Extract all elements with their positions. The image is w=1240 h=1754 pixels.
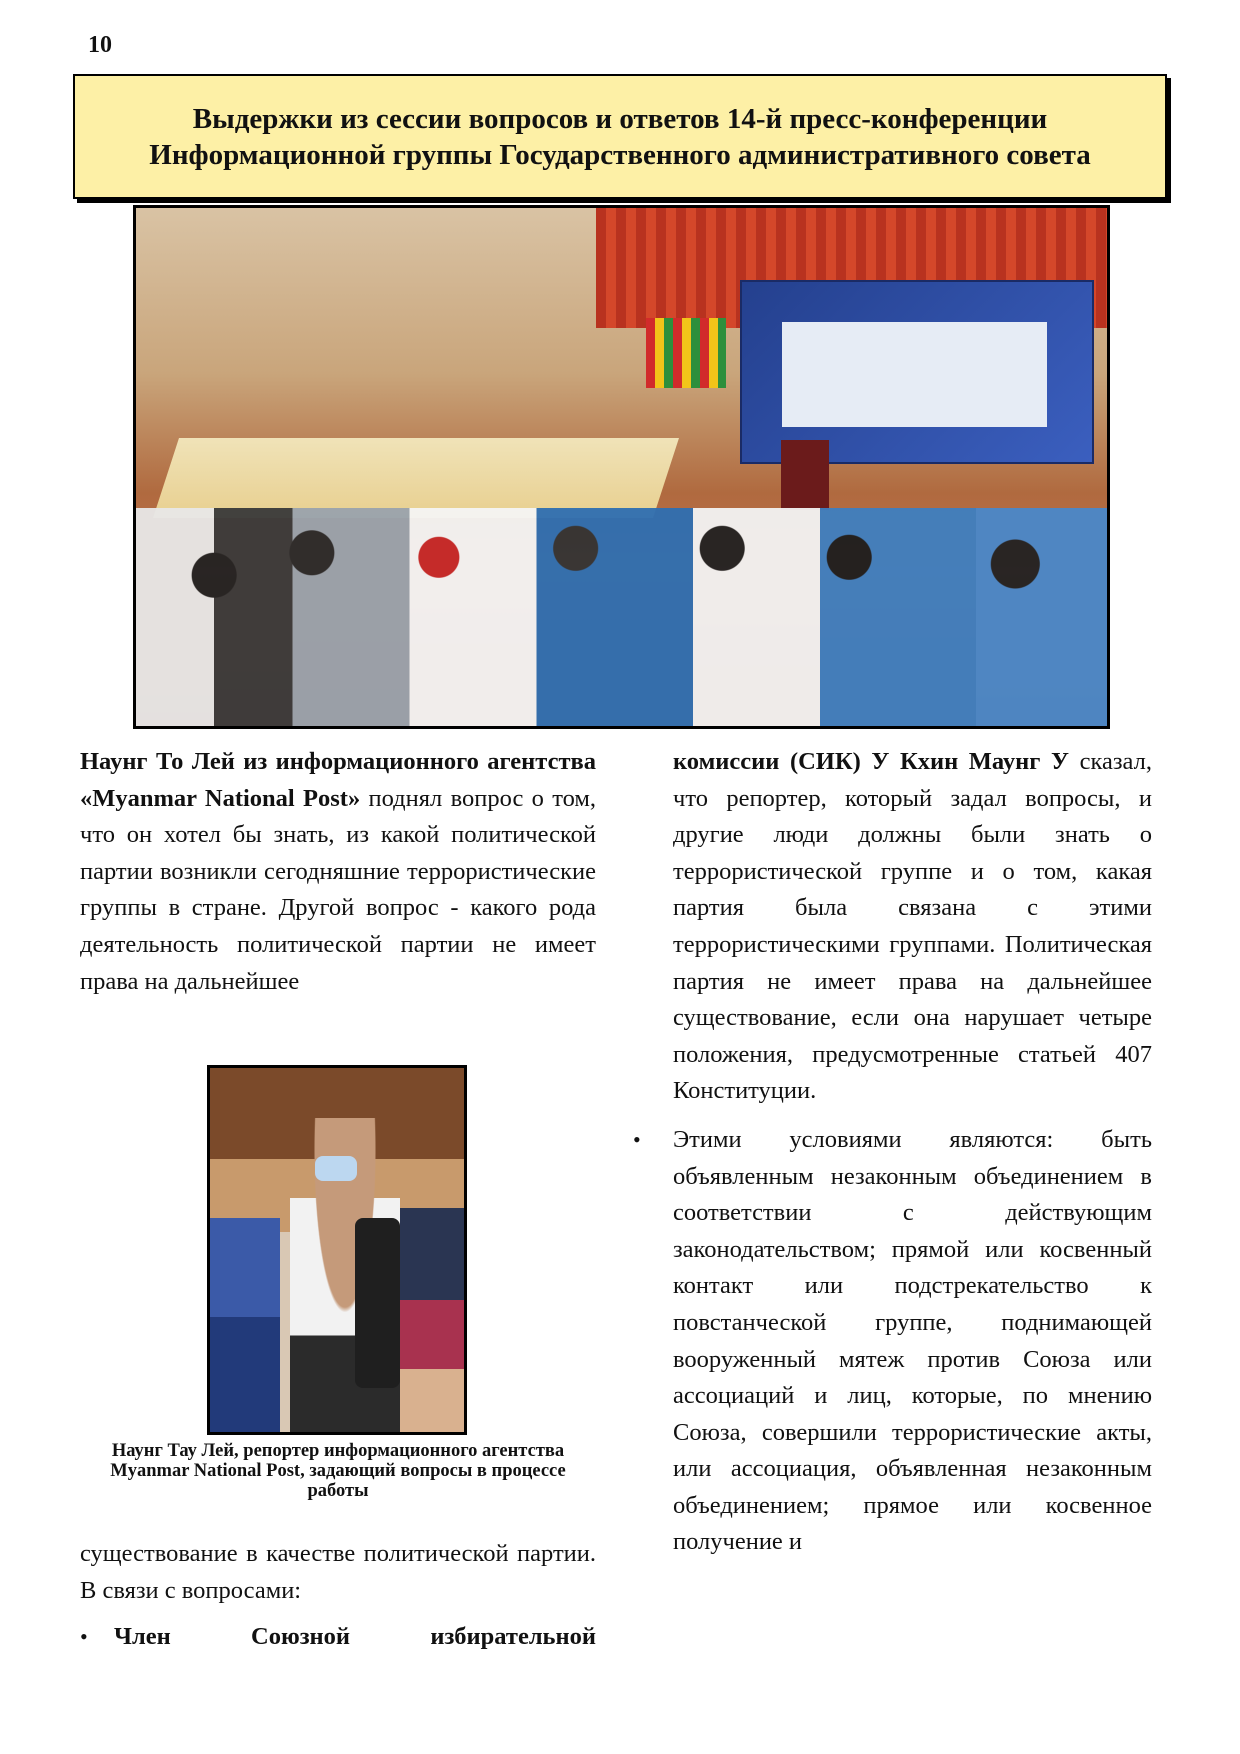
journalists-crowd xyxy=(136,508,1110,729)
photo-caption: Наунг Тау Лей, репортер информационного агентства Myanmar National Post, задающий вопросы в процессе работы xyxy=(110,1441,566,1501)
reporter-photo xyxy=(207,1065,467,1435)
bullet-item-2 xyxy=(633,1122,1152,1561)
bullet-item-2-text: Этими условиями являются: быть объявленным незаконным объединением в соответствии с действующим законодательством; прямой или косвенный контакт или подстрекательство к повстанческой группе, поднимающей вооруженный мятеж против Союза или ассоциаций и лиц, которые, по мнению Союза, совершили террористические акты, или ассоциация, объявленная незаконным объединением; прямое или косвенное получение и xyxy=(673,1125,1152,1556)
projection-screen xyxy=(740,280,1094,464)
right-column-text xyxy=(633,744,1152,1561)
commission-member: комиссии (СИК) У Кхин Маунг У xyxy=(673,748,1069,775)
bullet-item-1-text: Член Союзной избирательной xyxy=(114,1623,596,1651)
answer-text: сказал, что репортер, который задал вопросы, и другие люди должны были знать о террористической группе и о том, какая партия была связана с этими террористическими группами. Политическая партия не имеет права на дальнейшее существование, если она нарушает четыре положения, предусмотренные статьей 407 Конституции. xyxy=(673,748,1152,1105)
article-title-box xyxy=(73,74,1167,199)
page-number: 10 xyxy=(88,32,112,58)
podium xyxy=(781,440,829,510)
left-column-text xyxy=(80,744,596,1000)
article-title-line-1: Выдержки из сессии вопросов и ответов 14-й пресс-конференции xyxy=(192,102,1048,135)
article-title-line-2: Информационной группы Государственного административного совета xyxy=(149,138,1091,171)
left-paragraph-2: существование в качестве политической партии. В связи с вопросами: xyxy=(80,1540,596,1604)
right-paragraph-1 xyxy=(673,744,1152,1110)
bullet-dot: • xyxy=(80,1624,88,1650)
bullet-dot: • xyxy=(633,1126,641,1152)
conference-tables xyxy=(153,438,679,518)
press-conference-photo xyxy=(133,205,1110,729)
left-paragraph-1 xyxy=(80,744,596,1000)
flags xyxy=(646,318,726,388)
left-column-continuation xyxy=(80,1536,596,1656)
question-text: поднял вопрос о том, что он хотел бы знать, из какой политической партии возникли сегодняшние террористические группы в стране. Другой вопрос - какого рода деятельность политической партии не имеет права на дальнейшее xyxy=(80,784,596,995)
bullet-item-1 xyxy=(80,1619,596,1656)
reporter-name: Наунг То Лей из информационного агентства «Myanmar National Post» xyxy=(80,748,596,812)
